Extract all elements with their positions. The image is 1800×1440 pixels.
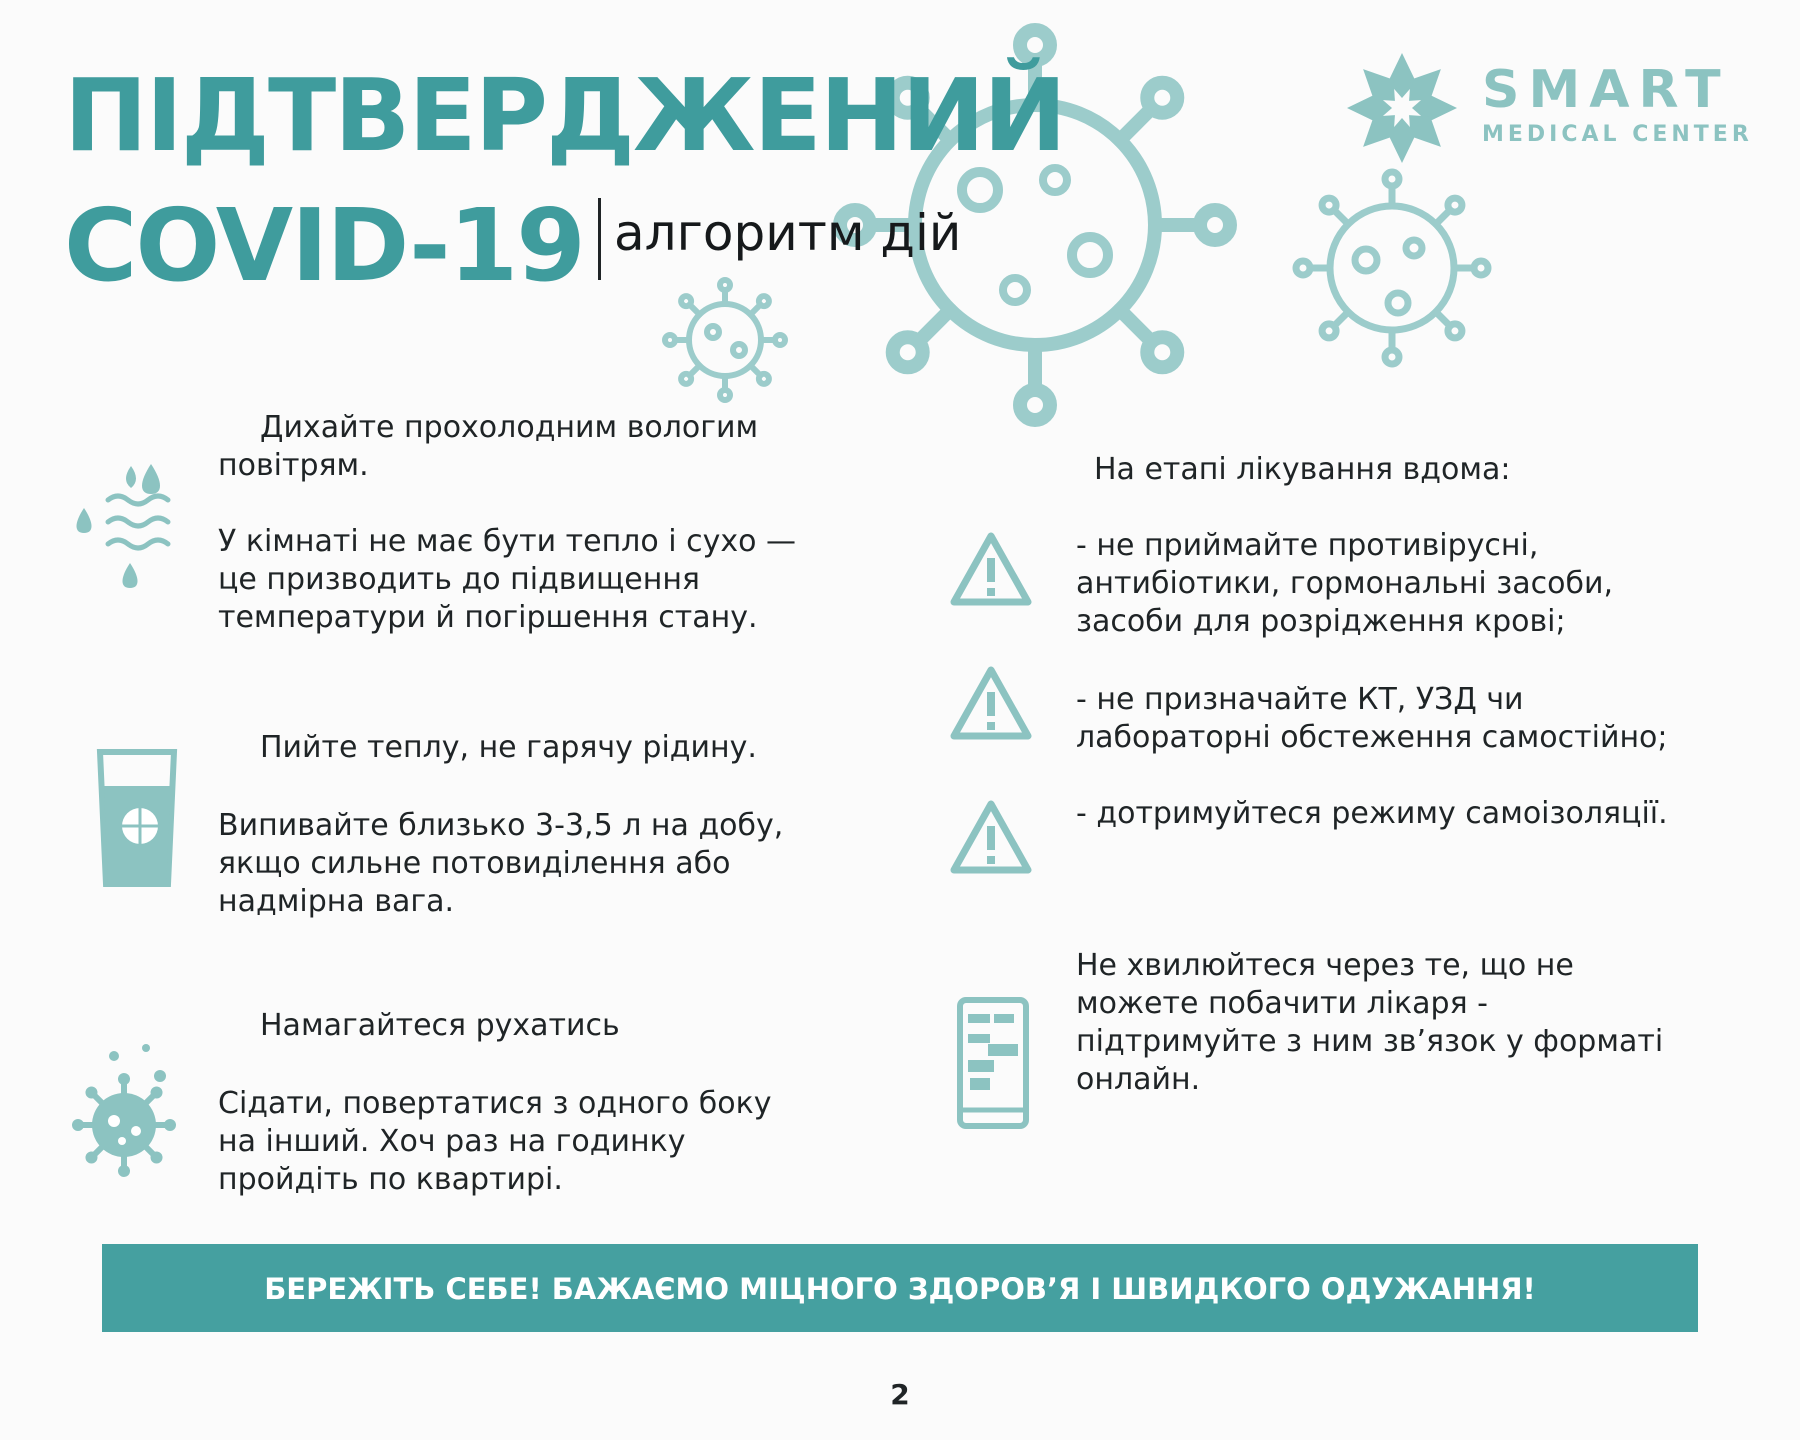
air-text-1: У кімнаті не має бути тепло і сухо — [218,524,797,559]
move-text-3: пройдіть по квартирі. [218,1162,563,1197]
warning-2-text-2: лабораторні обстеження самостійно; [1076,720,1668,755]
air-heading: Дихайте прохолодним вологим [260,410,759,445]
warning-1-text-2: антибіотики, гормональні засоби, [1076,566,1614,601]
warning-1-text-1: - не приймайте противірусні, [1076,528,1539,563]
footer-message: БЕРЕЖІТЬ СЕБЕ! БАЖАЄМО МІЦНОГО ЗДОРОВ’Я І ШВИДКОГО ОДУЖАННЯ! [264,1272,1536,1306]
logo-name: SMART [1482,60,1730,120]
page-subtitle: алгоритм дій [614,204,962,262]
air-text-3: температури й погіршення стану. [218,600,758,635]
drink-text-2: якщо сильне потовиділення або [218,846,731,881]
home-treatment-heading: На етапі лікування вдома: [1094,452,1511,487]
air-heading-2: повітрям. [218,448,369,483]
phone-text-1: Не хвилюйтеся через те, що не [1076,948,1574,983]
logo-tagline: MEDICAL CENTER [1482,122,1753,147]
move-text-2: на інший. Хоч раз на годинку [218,1124,686,1159]
footer-banner [102,1244,1698,1332]
warning-3-text-1: - дотримуйтеся режиму самоізоляції. [1076,796,1668,831]
drink-text-3: надмірна вага. [218,884,455,919]
move-heading: Намагайтеся рухатись [260,1008,620,1043]
drink-heading: Пийте теплу, не гарячу рідину. [260,730,757,765]
title-divider [598,198,601,280]
phone-text-2: можете побачити лікаря - [1076,986,1488,1021]
page-title: ПІДТВЕРДЖЕНИЙ [64,57,1065,174]
air-text-2: це призводить до підвищення [218,562,700,597]
drink-text-1: Випивайте близько 3-3,5 л на добу, [218,808,784,843]
phone-text-4: онлайн. [1076,1062,1201,1097]
page-number: 2 [890,1378,910,1411]
phone-text-3: підтримуйте з ним зв’язок у форматі [1076,1024,1664,1059]
page-title-covid: COVID-19 [64,187,584,304]
warning-2-text-1: - не призначайте КТ, УЗД чи [1076,682,1524,717]
warning-1-text-3: засоби для розрідження крові; [1076,604,1566,639]
phone-chat-icon [0,0,1,1]
move-text-1: Сідати, повертатися з одного боку [218,1086,772,1121]
